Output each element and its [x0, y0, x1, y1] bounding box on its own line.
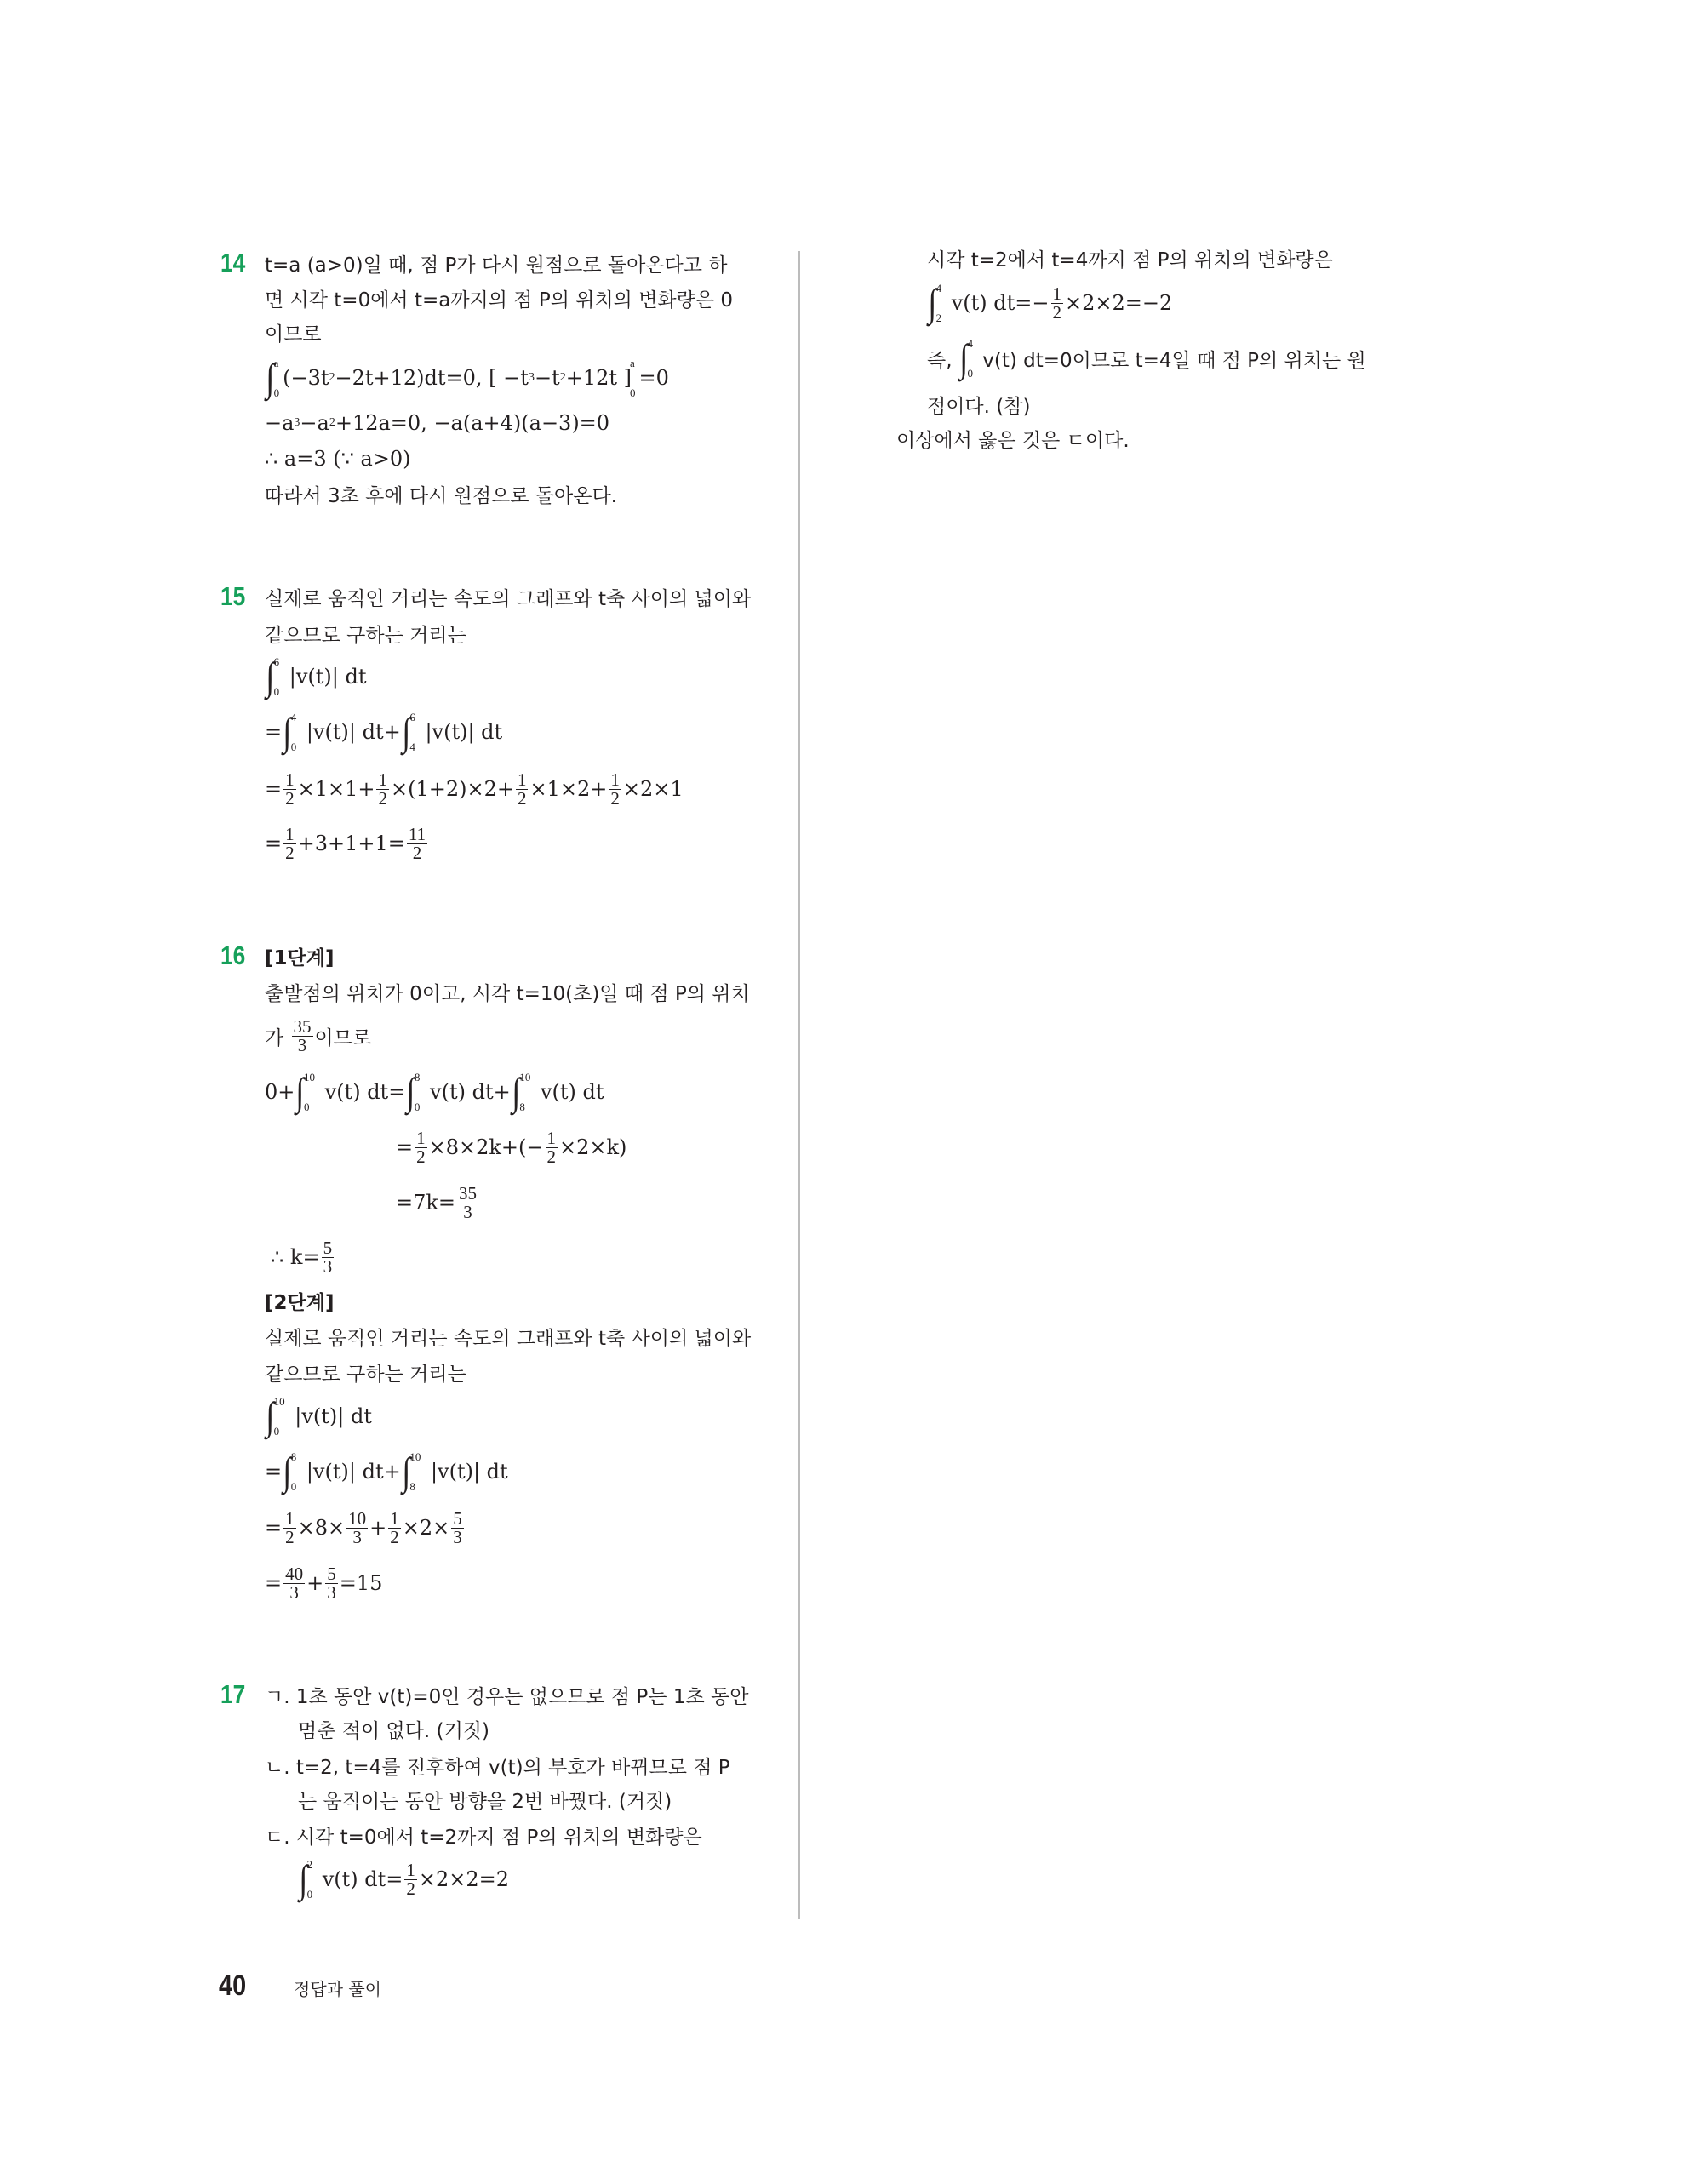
solution-line	[271, 1237, 335, 1277]
problem-number: 17	[220, 1679, 246, 1709]
solution-line	[298, 1857, 510, 1901]
upper-limit: 10	[273, 1395, 285, 1408]
numerator: 1	[517, 769, 527, 790]
text-segment: 같으므로 구하는 거리는	[265, 1363, 466, 1386]
integral-limits	[415, 1072, 420, 1112]
integral-sign-icon: ∫	[511, 1070, 521, 1113]
math-expression: −2t+12)dt=0, [ −t	[335, 366, 529, 390]
lower-limit: 0	[630, 386, 636, 399]
text-segment: v(t) dt=0이므로 t=4일 때 점 P의 위치는 원	[975, 349, 1366, 372]
math-expression: ×(1+2)×2+	[390, 777, 514, 801]
math-expression: |v(t)| dt	[288, 1404, 372, 1428]
solution-line	[265, 939, 334, 973]
integral-limits	[304, 1072, 315, 1112]
fraction	[516, 771, 529, 808]
numerator: 1	[416, 1127, 426, 1148]
math-expression: v(t) dt+	[423, 1080, 511, 1104]
integral	[282, 1451, 296, 1492]
math-expression: =	[265, 720, 283, 744]
math-expression: |v(t)| dt	[424, 1460, 508, 1484]
fraction	[1051, 285, 1064, 322]
solution-line	[927, 241, 1333, 275]
upper-limit: 10	[304, 1071, 315, 1083]
solution-line	[298, 1782, 672, 1816]
lower-limit: 0	[967, 367, 973, 380]
numerator: 1	[546, 1127, 556, 1148]
lower-limit: 2	[935, 312, 942, 324]
text-segment: 이상에서 옳은 것은 ㄷ이다.	[896, 429, 1130, 452]
column-divider	[798, 251, 800, 1919]
math-expression: +3+1+1=	[297, 832, 405, 855]
denominator: 2	[416, 1146, 426, 1167]
upper-limit: 4	[967, 337, 973, 350]
fraction	[404, 1861, 417, 1898]
integral-limits	[409, 1451, 420, 1492]
fraction	[451, 1507, 464, 1547]
math-expression: ×2×	[402, 1516, 450, 1540]
denominator: 2	[378, 787, 387, 809]
solution-line	[927, 281, 1173, 324]
step-label: [2단계]	[265, 1291, 335, 1314]
upper-limit: a	[273, 357, 279, 369]
math-expression: v(t) dt=−	[945, 291, 1050, 315]
fraction	[283, 771, 296, 808]
solution-line	[265, 1394, 372, 1438]
solution-line	[265, 1070, 604, 1113]
solution-line	[298, 1712, 489, 1746]
upper-limit: 8	[414, 1071, 420, 1083]
lower-limit: 0	[290, 1480, 297, 1493]
lower-limit: 0	[414, 1101, 420, 1113]
math-expression: v(t) dt=	[316, 1867, 403, 1891]
lower-limit: 0	[306, 1888, 313, 1901]
integral	[265, 1396, 285, 1437]
upper-limit: 6	[409, 711, 415, 723]
lower-limit: 8	[519, 1101, 525, 1113]
solution-line	[265, 1678, 748, 1712]
math-expression: v(t) dt	[534, 1080, 604, 1104]
integral-limits	[274, 1396, 285, 1437]
solution-line	[265, 975, 750, 1009]
lower-limit: 0	[273, 1425, 280, 1438]
evaluation-limits	[632, 357, 636, 398]
lower-limit: 0	[290, 740, 297, 753]
denominator: 3	[463, 1201, 472, 1222]
upper-limit: 4	[290, 711, 297, 723]
numerator: 40	[285, 1563, 304, 1584]
denominator: 2	[610, 787, 620, 809]
fraction	[415, 1129, 427, 1166]
math-expression: ∴ k=	[271, 1245, 320, 1269]
numerator: 35	[293, 1015, 312, 1037]
text-segment: 면 시각 t=0에서 t=a까지의 점 P의 위치의 변화량은 0	[265, 289, 734, 312]
numerator: 5	[453, 1507, 462, 1529]
numerator: 1	[390, 1507, 399, 1529]
numerator: 11	[408, 823, 426, 844]
integral-sign-icon: ∫	[283, 1449, 292, 1493]
fraction	[609, 771, 621, 808]
lower-limit: 0	[273, 685, 280, 698]
integral	[511, 1072, 531, 1112]
integral	[282, 712, 296, 752]
text-segment: ㄱ. 1초 동안 v(t)=0인 경우는 없으므로 점 P는 1초 동안	[265, 1685, 749, 1708]
fraction	[325, 1565, 338, 1602]
upper-limit: a	[630, 357, 635, 369]
text-segment: 이므로	[314, 1026, 372, 1049]
math-expression: =	[265, 1460, 283, 1484]
math-expression: −t	[534, 366, 560, 390]
math-expression: |v(t)| dt	[283, 665, 367, 689]
fraction	[283, 823, 296, 863]
denominator: 2	[412, 842, 422, 863]
text-segment: t=a (a>0)일 때, 점 P가 다시 원점으로 돌아온다고 하	[265, 254, 728, 277]
numerator: 10	[348, 1507, 367, 1529]
text-segment: 같으므로 구하는 거리는	[265, 624, 466, 647]
math-expression: +12a=0, −a(a+4)(a−3)=0	[335, 411, 610, 435]
integral-sign-icon: ∫	[959, 336, 969, 380]
solution-line	[265, 1748, 730, 1782]
integral	[401, 1451, 421, 1492]
solution-line	[265, 246, 728, 280]
solution-line	[265, 315, 322, 349]
text-segment: 따라서 3초 후에 다시 원점으로 돌아온다.	[265, 484, 617, 507]
integral-sign-icon: ∫	[266, 1394, 275, 1438]
lower-limit: 0	[273, 386, 280, 399]
integral	[401, 712, 415, 752]
solution-line	[265, 580, 751, 614]
numerator: 5	[327, 1563, 336, 1584]
integral-sign-icon: ∫	[406, 1070, 415, 1113]
numerator: 1	[1052, 283, 1062, 304]
math-expression: +12t ]	[565, 366, 632, 390]
integral-limits	[519, 1072, 530, 1112]
denominator: 3	[327, 1581, 336, 1603]
numerator: 1	[610, 769, 620, 790]
denominator: 2	[285, 1526, 295, 1547]
math-expression: 0+	[265, 1080, 295, 1104]
integral-sign-icon: ∫	[283, 710, 292, 753]
solution-line	[265, 442, 411, 476]
problem-number: 16	[220, 940, 246, 970]
fraction	[283, 1507, 296, 1547]
text-segment: 즉,	[927, 349, 958, 372]
math-expression: ×2×2=2	[418, 1867, 510, 1891]
solution-line	[265, 769, 684, 809]
integral-sign-icon: ∫	[295, 1070, 305, 1113]
math-expression: =0	[638, 366, 669, 390]
text-segment: 는 움직이는 동안 방향을 2번 바꿨다. (거짓)	[298, 1790, 672, 1813]
fraction	[546, 1129, 558, 1166]
solution-line	[265, 477, 617, 511]
solution-line	[265, 1449, 508, 1493]
math-expression: ×2×1	[622, 777, 684, 801]
solution-line	[927, 336, 1366, 380]
integral	[927, 283, 941, 323]
upper-limit: 8	[290, 1450, 297, 1463]
denominator: 2	[1052, 301, 1062, 323]
math-expression: =	[265, 1571, 283, 1595]
integral-limits	[291, 712, 297, 752]
denominator: 3	[352, 1526, 362, 1547]
numerator: 1	[285, 823, 295, 844]
math-expression: −a	[300, 411, 329, 435]
math-expression: =7k=	[396, 1191, 456, 1215]
problem-number: 14	[220, 248, 246, 277]
denominator: 2	[390, 1526, 399, 1547]
fraction	[388, 1507, 401, 1547]
math-expression: ×2×k)	[559, 1135, 627, 1159]
fraction	[322, 1239, 335, 1276]
integral	[265, 656, 279, 697]
math-expression: ×8×	[297, 1516, 346, 1540]
solution-line	[265, 1563, 383, 1603]
math-expression: =	[265, 1516, 283, 1540]
denominator: 2	[546, 1146, 556, 1167]
footer-label: 정답과 풀이	[294, 1979, 381, 1999]
solution-line	[927, 387, 1030, 421]
integral-limits	[291, 1451, 297, 1492]
math-expression: |v(t)| dt	[418, 720, 503, 744]
numerator: 1	[406, 1859, 415, 1880]
fraction	[407, 823, 427, 863]
fraction	[283, 1565, 305, 1602]
numerator: 35	[459, 1182, 478, 1203]
math-expression: |v(t)| dt+	[300, 1460, 401, 1484]
integral-sign-icon: ∫	[928, 281, 937, 324]
solution-line	[265, 281, 733, 315]
math-expression: =	[265, 832, 283, 855]
integral	[265, 357, 279, 398]
numerator: 1	[285, 1507, 295, 1529]
numerator: 1	[378, 769, 387, 790]
denominator: 2	[285, 842, 295, 863]
solution-line	[265, 1507, 466, 1547]
solution-line	[265, 1319, 751, 1353]
upper-limit: 6	[273, 655, 280, 668]
math-expression: ×1×2+	[529, 777, 608, 801]
math-expression: +	[306, 1571, 324, 1595]
solution-line	[265, 710, 503, 753]
math-expression: +	[369, 1516, 387, 1540]
upper-limit: 10	[519, 1071, 531, 1083]
math-expression: =15	[339, 1571, 383, 1595]
integral	[298, 1859, 312, 1900]
math-expression: |v(t)| dt+	[300, 720, 401, 744]
upper-limit: 2	[306, 1858, 313, 1871]
text-segment: 실제로 움직인 거리는 속도의 그래프와 t축 사이의 넓이와	[265, 1327, 752, 1350]
math-expression: =	[265, 777, 283, 801]
upper-limit: 4	[935, 282, 942, 294]
fraction	[292, 1015, 313, 1055]
fraction	[346, 1507, 368, 1547]
denominator: 3	[453, 1526, 462, 1547]
problem-number: 15	[220, 581, 246, 611]
text-segment: ㄷ. 시각 t=0에서 t=2까지 점 P의 위치의 변화량은	[265, 1826, 702, 1849]
page-number: 40	[219, 1970, 247, 2002]
math-expression: v(t) dt=	[318, 1080, 406, 1104]
denominator: 2	[517, 787, 527, 809]
integral-sign-icon: ∫	[401, 1449, 411, 1493]
integral-sign-icon: ∫	[266, 655, 275, 698]
numerator: 1	[285, 769, 295, 790]
integral	[295, 1072, 315, 1112]
solution-line: ∫ a 0 (−3t 2 −2t+12)dt=0, [ −t 3 −t 2 +12t ] a 0 =0	[266, 356, 669, 399]
fraction	[457, 1182, 478, 1222]
solution-line	[396, 1182, 480, 1222]
integral	[405, 1072, 420, 1112]
solution-line	[396, 1127, 627, 1167]
integral-sign-icon: ∫	[299, 1857, 308, 1901]
text-segment: 점이다. (참)	[927, 395, 1031, 418]
solution-line	[265, 616, 466, 650]
solution-line	[896, 421, 1130, 455]
math-expression: ×2×2=−2	[1065, 291, 1173, 315]
math-expression: (−3t	[283, 366, 329, 390]
denominator: 3	[297, 1034, 307, 1055]
text-segment: 시각 t=2에서 t=4까지 점 P의 위치의 변화량은	[927, 249, 1333, 272]
solution-line	[265, 655, 367, 698]
solution-line	[265, 1284, 334, 1318]
denominator: 3	[289, 1581, 299, 1603]
solution-line	[265, 823, 429, 863]
math-expression: ×8×2k+(−	[428, 1135, 544, 1159]
solution-line	[265, 1355, 466, 1389]
solution-line	[265, 1015, 372, 1055]
integral	[958, 338, 973, 379]
integral-sign-icon: ∫	[401, 710, 411, 753]
upper-limit: 10	[409, 1450, 421, 1463]
step-label: [1단계]	[265, 946, 335, 969]
text-segment: 가	[265, 1026, 290, 1049]
text-segment: 이므로	[265, 323, 322, 346]
lower-limit: 4	[409, 740, 415, 753]
math-expression: ×1×1+	[297, 777, 375, 801]
integral-sign-icon: ∫	[266, 356, 275, 399]
denominator: 2	[406, 1878, 415, 1899]
integral-limits	[630, 357, 636, 398]
math-expression: ∴ a=3 (∵ a>0)	[265, 447, 411, 471]
text-segment: ㄴ. t=2, t=4를 전후하여 v(t)의 부호가 바뀌므로 점 P	[265, 1756, 730, 1779]
denominator: 2	[285, 787, 295, 809]
denominator: 3	[323, 1255, 333, 1277]
fraction	[376, 771, 389, 808]
numerator: 5	[323, 1237, 333, 1258]
solution-line: −a 3 −a 2 +12a=0, −a(a+4)(a−3)=0	[265, 411, 610, 435]
text-segment: 멈춘 적이 없다. (거짓)	[298, 1719, 489, 1742]
lower-limit: 8	[409, 1480, 415, 1493]
text-segment: 출발점의 위치가 0이고, 시각 t=10(초)일 때 점 P의 위치	[265, 982, 750, 1005]
text-segment: 실제로 움직인 거리는 속도의 그래프와 t축 사이의 넓이와	[265, 587, 752, 610]
lower-limit: 0	[304, 1101, 310, 1113]
math-expression: =	[396, 1135, 414, 1159]
math-expression: −a	[265, 411, 295, 435]
solution-line	[265, 1818, 702, 1852]
